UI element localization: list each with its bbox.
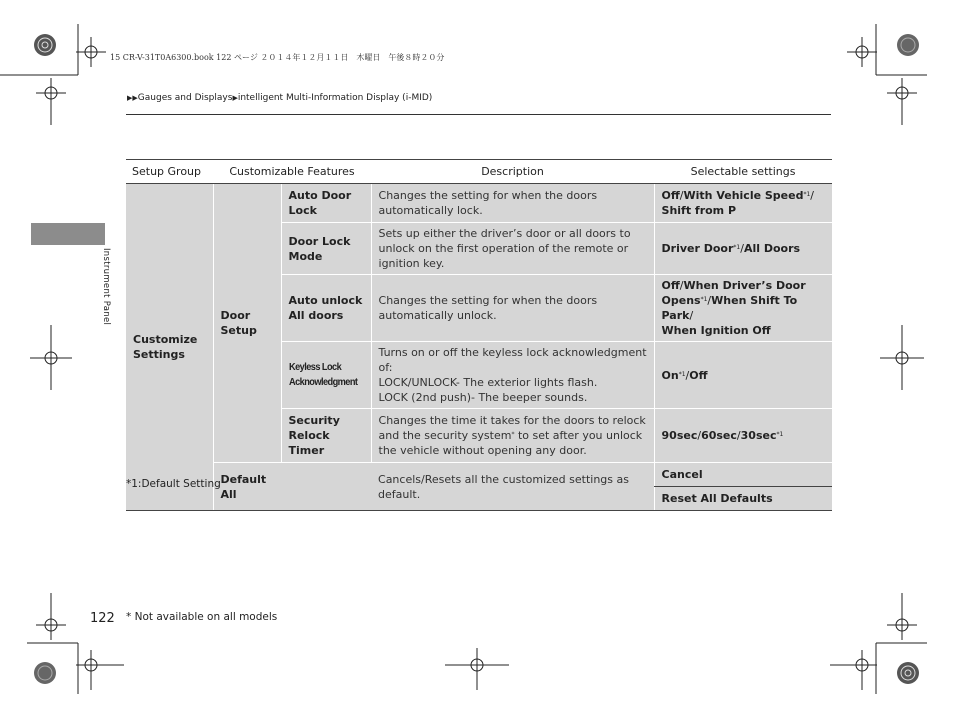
header-setup-group: Setup Group [126,160,213,184]
registration-mark-icon [76,37,106,67]
registration-mark-icon [847,37,877,67]
description-keyless-lock-ack: Turns on or off the keyless lock acknowledgment of: LOCK/UNLOCK- The exterior lights flash. LOCK (2nd push)- The beeper sounds. [371,342,654,409]
registration-mark-icon [36,78,66,125]
feature-door-lock-mode: Door Lock Mode [281,223,371,275]
settings-table [126,159,832,511]
description-auto-unlock: Changes the setting for when the doors automatically unlock. [371,275,654,342]
breadcrumb-arrow-icon: ▶ [132,94,138,102]
settings-door-lock-mode: Driver Door$^{*1}$/All Doors [654,223,832,275]
chapter-tab [31,223,105,245]
breadcrumb-item-imid[interactable]: intelligent Multi-Information Display (i-MID) [237,93,433,103]
description-door-lock-mode: Sets up either the driver’s door or all doors to unlock on the first operation of the remote or ignition key. [371,223,654,275]
feature-keyless-lock-ack: Keyless Lock Acknowledgment [281,342,371,409]
header-rule [126,114,831,115]
registration-mark-icon [30,325,72,390]
settings-security-relock-timer: $90\sec/60\sec/30\sec^{*1}$ [654,409,832,463]
group-customize-settings: Customize Settings [126,184,213,511]
header-description: Description [371,160,654,184]
corner-target-icon [897,34,919,56]
feature-default-all-empty [281,463,371,511]
description-default-all: Cancels/Resets all the customized settings as default. [371,463,654,511]
settings-reset-all-defaults: Reset All Defaults [654,487,832,511]
settings-auto-door-lock: Off/With Vehicle Speed$^{*1}$/ Shift from P [654,184,832,223]
feature-auto-door-lock: Auto Door Lock [281,184,371,223]
chapter-label: Instrument Panel [101,248,111,326]
corner-target-icon [34,34,56,56]
registration-mark-icon [830,650,877,690]
registration-mark-icon [887,593,917,640]
description-auto-door-lock: Changes the setting for when the doors automatically lock. [371,184,654,223]
registration-mark-icon [76,650,124,690]
table-row [126,184,832,223]
feature-auto-unlock: Auto unlock All doors [281,275,371,342]
page-number: 122 [90,611,115,626]
registration-mark-icon [880,325,924,390]
table-header-row [126,160,832,184]
footnote-default-setting: *1:Default Setting [126,478,221,490]
table-row [126,463,832,487]
breadcrumb-item-gauges[interactable]: Gauges and Displays [137,93,233,103]
print-header: 15 CR-V-31T0A6300.book 122 ページ ２０１４年１２月１１日 木曜日 午後８時２０分 [110,53,445,62]
registration-mark-icon [36,593,66,640]
registration-mark-icon [887,78,917,125]
corner-target-icon [897,662,919,684]
subgroup-door-setup: Door Setup [213,184,281,463]
corner-target-icon [34,662,56,684]
header-selectable-settings: Selectable settings [654,160,832,184]
feature-security-relock-timer: Security Relock Timer [281,409,371,463]
breadcrumb-arrow-icon: ▶ [127,94,133,102]
breadcrumb-arrow-icon: ▶ [232,94,238,102]
settings-cancel: Cancel [654,463,832,487]
registration-mark-icon [445,648,509,690]
description-security-relock-timer: Changes the time it takes for the doors to relock and the security system* to set after you unlock the vehicle without opening any door. [371,409,654,463]
settings-keyless-lock-ack: On$^{*1}$/Off [654,342,832,409]
breadcrumb [127,93,432,103]
footnote-not-available: * Not available on all models [126,611,278,623]
header-customizable-features: Customizable Features [213,160,371,184]
settings-auto-unlock: Off/When Driver’s Door Opens$^{*1}$/When Shift To Park/ When Ignition Off [654,275,832,342]
subgroup-default-all: Default All [213,463,281,511]
